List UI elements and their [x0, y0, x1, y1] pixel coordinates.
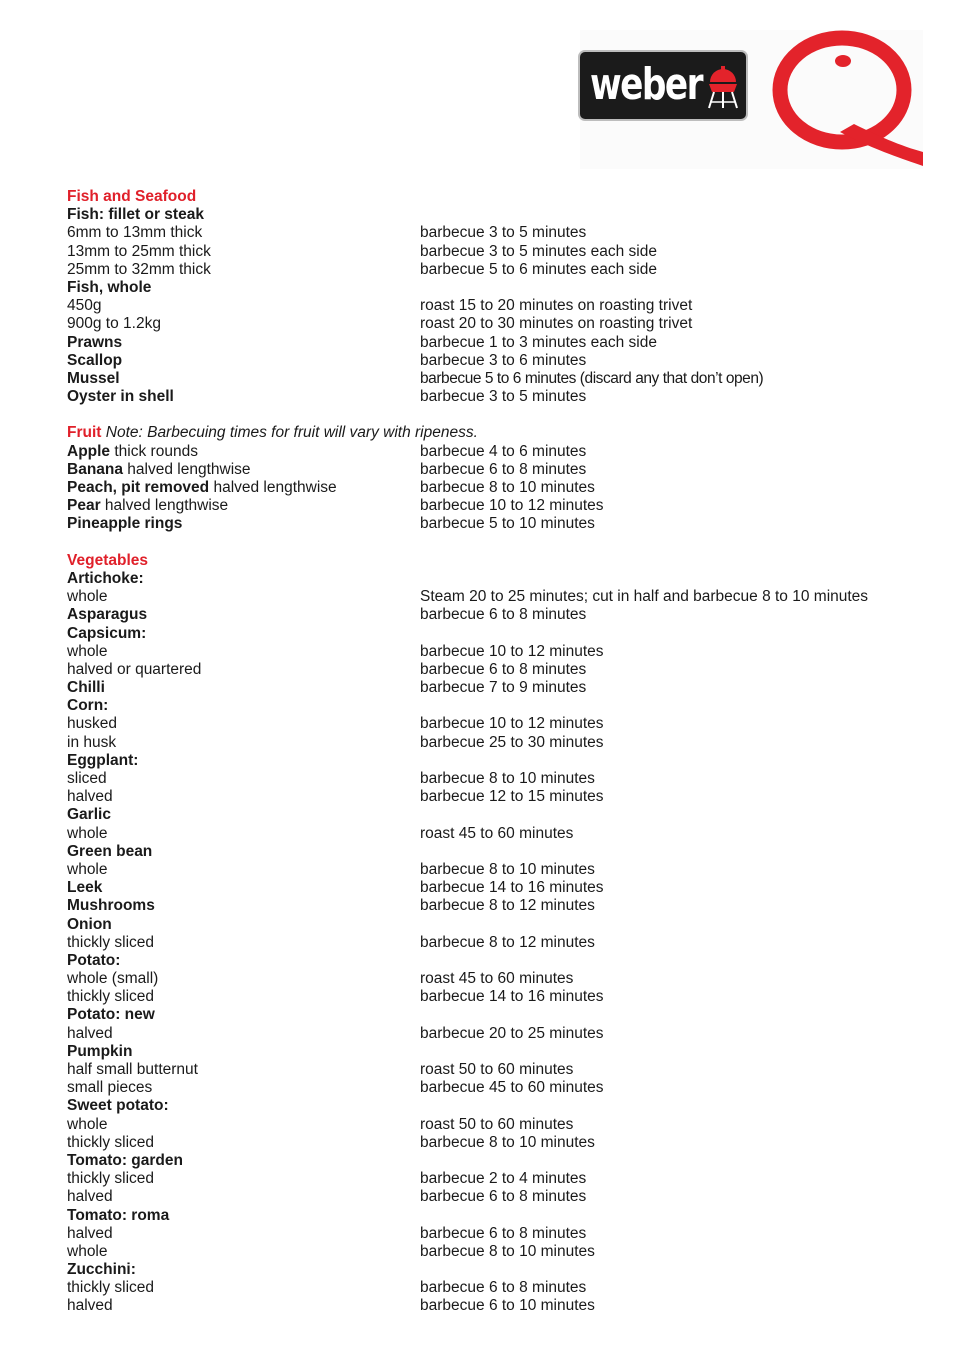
- list-item: [67, 1025, 927, 1043]
- food-name: small pieces: [67, 1079, 153, 1097]
- food-cell: [67, 1061, 420, 1079]
- food-cell: [67, 315, 420, 333]
- cooking-time: barbecue 6 to 8 minutes: [420, 460, 587, 478]
- food-cell: [67, 734, 420, 752]
- food-cell: [67, 588, 420, 606]
- food-cell: [67, 1207, 420, 1225]
- section-vegetables: [67, 552, 927, 1316]
- list-item: [67, 752, 927, 770]
- cooking-time: barbecue 6 to 8 minutes: [420, 606, 587, 624]
- food-name: Pumpkin: [67, 1042, 133, 1060]
- kettle-grill-icon: [706, 62, 740, 110]
- cooking-time: barbecue 8 to 12 minutes: [420, 933, 595, 951]
- food-cell: [67, 1116, 420, 1134]
- cooking-time: barbecue 14 to 16 minutes: [420, 879, 604, 897]
- food-cell: [67, 861, 420, 879]
- food-name: Potato: new: [67, 1006, 155, 1024]
- section-heading-row: [67, 552, 927, 570]
- cooking-time: barbecue 2 to 4 minutes: [420, 1170, 587, 1188]
- weber-wordmark: weber: [590, 59, 702, 110]
- cooking-time: barbecue 6 to 8 minutes: [420, 1279, 587, 1297]
- cooking-time: barbecue 8 to 10 minutes: [420, 479, 595, 496]
- food-cell: [67, 1170, 420, 1188]
- food-cell: [67, 388, 420, 406]
- list-item: [67, 679, 927, 697]
- cooking-time: barbecue 3 to 5 minutes: [420, 388, 587, 406]
- list-item: [67, 861, 927, 879]
- section-fruit: [67, 424, 927, 533]
- cooking-time: barbecue 14 to 16 minutes: [420, 988, 604, 1006]
- food-name: Asparagus: [67, 606, 148, 624]
- list-item: [67, 1279, 927, 1297]
- food-name: Fish: fillet or steak: [67, 206, 204, 224]
- food-name: thickly sliced: [67, 1133, 154, 1151]
- food-cell: [67, 1243, 420, 1261]
- food-cell: [67, 261, 420, 279]
- cooking-time: barbecue 10 to 12 minutes: [420, 715, 604, 733]
- food-name: Tomato: roma: [67, 1206, 170, 1224]
- food-name: thickly sliced: [67, 933, 154, 951]
- cooking-time: barbecue 45 to 60 minutes: [420, 1079, 604, 1097]
- section-heading: Fruit: [67, 424, 102, 442]
- section-heading-row: [67, 424, 927, 442]
- food-cell: [67, 1134, 420, 1152]
- list-item: [67, 606, 927, 624]
- food-cell: [67, 1297, 420, 1315]
- food-name: whole: [67, 824, 108, 842]
- list-item: [67, 443, 927, 461]
- food-cell: [67, 279, 420, 297]
- weber-badge: [580, 52, 746, 119]
- q-logo-icon: [770, 30, 923, 169]
- cooking-time: barbecue 3 to 5 minutes: [420, 224, 587, 242]
- cooking-time: barbecue 10 to 12 minutes: [420, 642, 604, 660]
- food-cell: [67, 1279, 420, 1297]
- list-item: [67, 843, 927, 861]
- list-item: [67, 661, 927, 679]
- food-name: Scallop: [67, 351, 123, 369]
- list-item: [67, 497, 927, 515]
- food-name: half small butternut: [67, 1061, 198, 1078]
- cooking-time: roast 45 to 60 minutes: [420, 970, 574, 988]
- list-item: [67, 243, 927, 261]
- list-item: [67, 806, 927, 824]
- food-name: 450g: [67, 297, 102, 315]
- food-preparation: halved lengthwise: [209, 479, 337, 496]
- food-cell: [67, 243, 420, 261]
- food-cell: [67, 370, 420, 388]
- food-cell: [67, 1079, 420, 1097]
- food-name: whole (small): [67, 970, 159, 988]
- food-name: 13mm to 25mm thick: [67, 242, 211, 260]
- barbecue-times-list: [67, 188, 927, 1334]
- food-name: Sweet potato:: [67, 1097, 169, 1115]
- list-item: [67, 206, 927, 224]
- list-item: [67, 588, 927, 606]
- list-item: [67, 970, 927, 988]
- food-name: halved: [67, 1224, 113, 1242]
- cooking-time: barbecue 6 to 8 minutes: [420, 660, 587, 678]
- cooking-time: barbecue 8 to 10 minutes: [420, 1242, 595, 1260]
- cooking-time: barbecue 25 to 30 minutes: [420, 733, 604, 751]
- list-item: [67, 1297, 927, 1315]
- food-name: halved: [67, 1024, 113, 1042]
- food-cell: [67, 206, 420, 224]
- food-cell: [67, 297, 420, 315]
- food-name: Apple: [67, 442, 111, 460]
- food-cell: [67, 952, 420, 970]
- cooking-time: barbecue 5 to 10 minutes: [420, 515, 595, 533]
- list-item: [67, 1043, 927, 1061]
- list-item: [67, 224, 927, 242]
- food-cell: [67, 788, 420, 806]
- food-name: Capsicum:: [67, 624, 147, 642]
- list-item: [67, 570, 927, 588]
- cooking-time: barbecue 6 to 10 minutes: [420, 1297, 595, 1315]
- cooking-time: barbecue 20 to 25 minutes: [420, 1024, 604, 1042]
- food-name: Pineapple rings: [67, 515, 183, 533]
- list-item: [67, 825, 927, 843]
- food-cell: [67, 806, 420, 824]
- food-preparation: halved lengthwise: [100, 497, 229, 515]
- food-name: whole: [67, 1115, 108, 1133]
- section-heading: Fish and Seafood: [67, 188, 197, 205]
- food-name: thickly sliced: [67, 1279, 154, 1297]
- food-name: Oyster in shell: [67, 388, 174, 406]
- food-preparation: halved lengthwise: [123, 460, 251, 478]
- cooking-time: barbecue 8 to 10 minutes: [420, 1133, 595, 1151]
- cooking-time: roast 15 to 20 minutes on roasting trivet: [420, 297, 693, 315]
- food-name: Green bean: [67, 842, 153, 860]
- list-item: [67, 352, 927, 370]
- list-item: [67, 1207, 927, 1225]
- cooking-time: barbecue 8 to 10 minutes: [420, 860, 595, 878]
- food-name: whole: [67, 588, 108, 606]
- cooking-time: barbecue 5 to 6 minutes (discard any that don’t open): [420, 369, 764, 387]
- food-cell: [67, 515, 420, 533]
- list-item: [67, 934, 927, 952]
- food-cell: [67, 1006, 420, 1024]
- cooking-time: Steam 20 to 25 minutes; cut in half and barbecue 8 to 10 minutes: [420, 588, 869, 606]
- food-name: husked: [67, 715, 117, 733]
- food-cell: [67, 715, 420, 733]
- food-name: 900g to 1.2kg: [67, 315, 161, 333]
- list-item: [67, 461, 927, 479]
- list-item: [67, 625, 927, 643]
- list-item: [67, 1061, 927, 1079]
- food-cell: [67, 1043, 420, 1061]
- food-cell: [67, 825, 420, 843]
- food-cell: [67, 988, 420, 1006]
- list-item: [67, 1152, 927, 1170]
- list-item: [67, 1097, 927, 1115]
- list-item: [67, 715, 927, 733]
- section-fish-and-seafood: [67, 188, 927, 406]
- food-name: thickly sliced: [67, 988, 154, 1006]
- food-name: sliced: [67, 770, 107, 787]
- section-heading: Vegetables: [67, 551, 148, 569]
- food-cell: [67, 497, 420, 515]
- cooking-time: barbecue 10 to 12 minutes: [420, 497, 604, 515]
- food-name: Potato:: [67, 951, 121, 969]
- list-item: [67, 988, 927, 1006]
- food-name: Chilli: [67, 679, 105, 697]
- cooking-time: barbecue 3 to 6 minutes: [420, 351, 587, 369]
- food-cell: [67, 770, 420, 788]
- list-item: [67, 788, 927, 806]
- list-item: [67, 897, 927, 915]
- food-cell: [67, 934, 420, 952]
- cooking-time: barbecue 4 to 6 minutes: [420, 442, 587, 460]
- food-name: halved: [67, 1188, 113, 1206]
- food-cell: [67, 461, 420, 479]
- food-name: whole: [67, 642, 108, 660]
- food-cell: [67, 352, 420, 370]
- food-name: Corn:: [67, 697, 109, 715]
- food-cell: [67, 625, 420, 643]
- food-cell: [67, 1025, 420, 1043]
- food-name: Eggplant:: [67, 751, 139, 769]
- cooking-time: barbecue 5 to 6 minutes each side: [420, 260, 657, 278]
- list-item: [67, 315, 927, 333]
- food-cell: [67, 606, 420, 624]
- food-preparation: thick rounds: [110, 442, 198, 460]
- food-name: thickly sliced: [67, 1170, 154, 1188]
- food-name: Zucchini:: [67, 1261, 136, 1279]
- food-cell: [67, 661, 420, 679]
- food-cell: [67, 334, 420, 352]
- food-name: Mushrooms: [67, 897, 155, 915]
- list-item: [67, 770, 927, 788]
- list-item: [67, 515, 927, 533]
- list-item: [67, 1188, 927, 1206]
- list-item: [67, 643, 927, 661]
- food-name: Fish, whole: [67, 278, 152, 296]
- food-name: Onion: [67, 915, 112, 933]
- food-cell: [67, 643, 420, 661]
- list-item: [67, 1170, 927, 1188]
- list-item: [67, 879, 927, 897]
- list-item: [67, 297, 927, 315]
- list-item: [67, 370, 927, 388]
- cooking-time: barbecue 7 to 9 minutes: [420, 679, 587, 697]
- food-cell: [67, 1097, 420, 1115]
- food-name: Peach, pit removed: [67, 479, 210, 496]
- list-item: [67, 279, 927, 297]
- cooking-time: barbecue 1 to 3 minutes each side: [420, 333, 657, 351]
- food-name: halved or quartered: [67, 660, 202, 678]
- food-cell: [67, 697, 420, 715]
- list-item: [67, 734, 927, 752]
- cooking-time: roast 50 to 60 minutes: [420, 1061, 574, 1078]
- food-cell: [67, 916, 420, 934]
- cooking-time: barbecue 8 to 10 minutes: [420, 770, 595, 787]
- section-note: Note: Barbecuing times for fruit will vary with ripeness.: [105, 424, 478, 442]
- food-cell: [67, 479, 420, 497]
- food-name: Pear: [67, 497, 101, 515]
- list-item: [67, 697, 927, 715]
- food-name: Leek: [67, 879, 103, 897]
- list-item: [67, 261, 927, 279]
- food-cell: [67, 897, 420, 915]
- food-cell: [67, 1152, 420, 1170]
- list-item: [67, 1116, 927, 1134]
- food-name: halved: [67, 788, 113, 806]
- list-item: [67, 479, 927, 497]
- food-name: in husk: [67, 733, 117, 751]
- food-name: halved: [67, 1297, 113, 1315]
- cooking-time: roast 50 to 60 minutes: [420, 1115, 574, 1133]
- food-cell: [67, 570, 420, 588]
- list-item: [67, 916, 927, 934]
- list-item: [67, 1225, 927, 1243]
- cooking-time: barbecue 6 to 8 minutes: [420, 1188, 587, 1206]
- food-cell: [67, 224, 420, 242]
- cooking-time: barbecue 8 to 12 minutes: [420, 897, 595, 915]
- food-name: Garlic: [67, 806, 111, 824]
- food-name: 6mm to 13mm thick: [67, 224, 203, 242]
- weber-q-logo: [580, 30, 923, 169]
- cooking-time: barbecue 6 to 8 minutes: [420, 1224, 587, 1242]
- list-item: [67, 1261, 927, 1279]
- food-name: Mussel: [67, 369, 120, 387]
- cooking-time: barbecue 3 to 5 minutes each side: [420, 242, 657, 260]
- food-name: Banana: [67, 460, 123, 478]
- food-cell: [67, 1225, 420, 1243]
- food-cell: [67, 1188, 420, 1206]
- food-cell: [67, 443, 420, 461]
- list-item: [67, 1134, 927, 1152]
- food-name: 25mm to 32mm thick: [67, 260, 211, 278]
- list-item: [67, 1006, 927, 1024]
- list-item: [67, 1243, 927, 1261]
- food-cell: [67, 679, 420, 697]
- food-cell: [67, 970, 420, 988]
- food-cell: [67, 843, 420, 861]
- food-name: Tomato: garden: [67, 1151, 183, 1169]
- list-item: [67, 334, 927, 352]
- food-cell: [67, 879, 420, 897]
- list-item: [67, 388, 927, 406]
- food-cell: [67, 752, 420, 770]
- food-name: whole: [67, 860, 108, 878]
- food-name: whole: [67, 1242, 108, 1260]
- cooking-time: roast 45 to 60 minutes: [420, 824, 574, 842]
- food-name: Artichoke:: [67, 569, 144, 587]
- food-name: Prawns: [67, 333, 123, 351]
- cooking-time: roast 20 to 30 minutes on roasting trivet: [420, 315, 693, 333]
- section-heading-row: [67, 188, 927, 206]
- cooking-time: barbecue 12 to 15 minutes: [420, 788, 604, 806]
- list-item: [67, 952, 927, 970]
- list-item: [67, 1079, 927, 1097]
- food-cell: [67, 1261, 420, 1279]
